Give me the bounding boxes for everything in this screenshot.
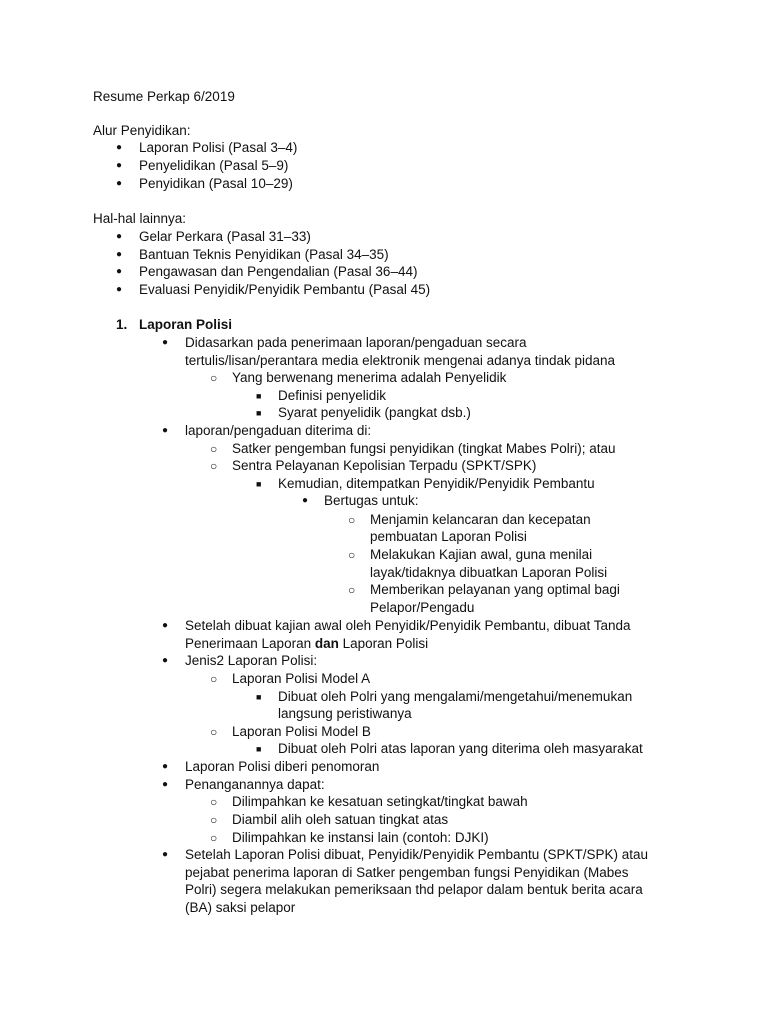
bullet-circle-icon [210, 369, 217, 389]
list-item: Setelah dibuat kajian awal oleh Penyidik/Penyidik Pembantu, dibuat Tanda [185, 618, 631, 633]
bullet-disc-icon [302, 492, 308, 510]
alur-heading: Alur Penyidikan: [93, 123, 191, 138]
lainnya-item: Evaluasi Penyidik/Penyidik Pembantu (Pasal 45) [139, 282, 431, 297]
alur-item: Penyelidikan (Pasal 5–9) [139, 158, 289, 173]
bullet-circle-icon [210, 670, 217, 690]
lainnya-item: Gelar Perkara (Pasal 31–33) [139, 229, 311, 244]
list-item: Kemudian, ditempatkan Penyidik/Penyidik Pembantu [278, 476, 595, 491]
list-item: Setelah Laporan Polisi dibuat, Penyidik/Penyidik Pembantu (SPKT/SPK) atau [185, 847, 649, 862]
list-item-continued: Polri) segera melakukan pemeriksaan thd pelapor dalam bentuk berita acara [185, 882, 643, 897]
list-item: Laporan Polisi Model B [232, 724, 371, 739]
text-run: Laporan Polisi [338, 636, 429, 651]
list-item: Melakukan Kajian awal, guna menilai [370, 547, 593, 562]
bullet-circle-icon [348, 511, 355, 531]
bullet-circle-icon [348, 546, 355, 566]
bullet-square-icon [256, 475, 261, 494]
bullet-square-icon [256, 404, 261, 423]
bullet-circle-icon [210, 793, 217, 813]
lainnya-item: Bantuan Teknis Penyidikan (Pasal 34–35) [139, 247, 389, 262]
bold-text-run: dan [314, 636, 339, 651]
list-item: Yang berwenang menerima adalah Penyelidik [232, 370, 507, 385]
section-title: Laporan Polisi [139, 317, 233, 332]
list-item: Memberikan pelayanan yang optimal bagi [370, 582, 620, 597]
alur-item: Laporan Polisi (Pasal 3–4) [139, 140, 298, 155]
section-number: 1. [116, 317, 128, 332]
list-item: laporan/pengaduan diterima di: [185, 423, 372, 438]
list-item: Penanganannya dapat: [185, 777, 325, 792]
bullet-circle-icon [210, 723, 217, 743]
list-item: Dibuat oleh Polri yang mengalami/mengetahui/menemukan [278, 689, 633, 704]
list-item-continued: tertulis/lisan/perantara media elektronik mengenai adanya tindak pidana [185, 353, 616, 368]
list-item: Diambil alih oleh satuan tingkat atas [232, 812, 449, 827]
list-item: Laporan Polisi Model A [232, 671, 371, 686]
list-item-continued: (BA) saksi pelapor [185, 900, 296, 915]
bullet-disc-icon [116, 228, 122, 246]
list-item: Syarat penyelidik (pangkat dsb.) [278, 405, 471, 420]
list-item: Satker pengemban fungsi penyidikan (tingkat Mabes Polri); atau [232, 441, 616, 456]
bullet-disc-icon [162, 776, 168, 794]
list-item: Definisi penyelidik [278, 388, 387, 403]
bullet-disc-icon [162, 652, 168, 670]
bullet-circle-icon [210, 457, 217, 477]
bullet-square-icon [256, 740, 261, 759]
list-item: Dilimpahkan ke kesatuan setingkat/tingkat bawah [232, 794, 528, 809]
bullet-disc-icon [162, 846, 168, 864]
bullet-disc-icon [162, 334, 168, 352]
list-item: Jenis2 Laporan Polisi: [185, 653, 318, 668]
list-item: Menjamin kelancaran dan kecepatan [370, 512, 591, 527]
bullet-circle-icon [210, 811, 217, 831]
list-item: Laporan Polisi diberi penomoran [185, 759, 380, 774]
bullet-disc-icon [116, 175, 122, 193]
text-run: Penerimaan Laporan [185, 636, 315, 651]
bullet-square-icon [256, 688, 261, 707]
bullet-disc-icon [116, 246, 122, 264]
lainnya-item: Pengawasan dan Pengendalian (Pasal 36–44) [139, 264, 418, 279]
list-item: Bertugas untuk: [324, 493, 419, 508]
bullet-disc-icon [162, 758, 168, 776]
bullet-disc-icon [116, 157, 122, 175]
list-item: Sentra Pelayanan Kepolisian Terpadu (SPKT/SPK) [232, 458, 537, 473]
bullet-disc-icon [116, 281, 122, 299]
lainnya-heading: Hal-hal lainnya: [93, 211, 187, 226]
bullet-disc-icon [162, 617, 168, 635]
document-title: Resume Perkap 6/2019 [93, 89, 235, 104]
list-item: Dilimpahkan ke instansi lain (contoh: DJKI) [232, 830, 489, 845]
list-item-continued: Pelapor/Pengadu [370, 600, 475, 615]
bullet-disc-icon [116, 263, 122, 281]
alur-item: Penyidikan (Pasal 10–29) [139, 176, 293, 191]
bullet-disc-icon [116, 139, 122, 157]
list-item: Didasarkan pada penerimaan laporan/pengaduan secara [185, 335, 527, 350]
list-item-continued: langsung peristiwanya [278, 706, 412, 721]
list-item: Dibuat oleh Polri atas laporan yang diterima oleh masyarakat [278, 741, 643, 756]
bullet-disc-icon [162, 422, 168, 440]
list-item-continued: layak/tidaknya dibuatkan Laporan Polisi [370, 565, 608, 580]
bullet-circle-icon [348, 581, 355, 601]
list-item-continued: pembuatan Laporan Polisi [370, 529, 527, 544]
list-item-continued: pejabat penerima laporan di Satker pengemban fungsi Penyidikan (Mabes [185, 865, 629, 880]
list-item-continued [185, 635, 428, 653]
